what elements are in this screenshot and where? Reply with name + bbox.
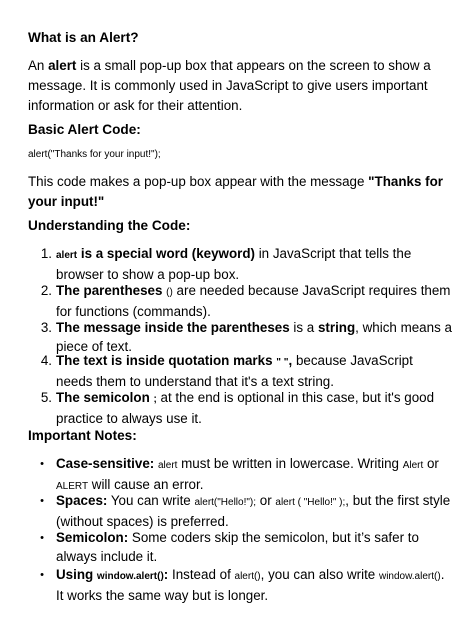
list-item xyxy=(40,245,452,282)
note-text: , you can also write xyxy=(260,567,379,582)
bullet-icon: • xyxy=(40,458,44,470)
inline-code: ALERT xyxy=(56,480,89,492)
list-number: 3. xyxy=(40,320,52,335)
step-text: because JavaScript needs them to understand that it's a text string. xyxy=(56,353,413,389)
bullet-icon: • xyxy=(40,532,44,544)
note-text: or xyxy=(256,493,276,508)
heading-understanding-code: Understanding the Code: xyxy=(28,218,191,233)
notes-list xyxy=(40,455,452,603)
step-text: are needed because JavaScript requires them for functions (commands). xyxy=(56,283,451,319)
intro-text-2: is a small pop-up box that appears on the screen to show a message. It is commonly used in JavaScript to give users important information or ask for their attention. xyxy=(28,58,431,113)
list-number: 1. xyxy=(40,246,52,261)
inline-code: alert xyxy=(56,250,78,261)
inline-code: window.alert() xyxy=(96,571,164,582)
list-number: 4. xyxy=(40,353,52,368)
list-item xyxy=(40,529,452,566)
inline-code: window.alert() xyxy=(378,571,441,582)
step-bold-string: string xyxy=(317,320,356,335)
step-bold: The semicolon xyxy=(56,390,154,405)
code-explanation xyxy=(28,172,458,212)
inline-code: alert xyxy=(157,460,178,471)
intro-bold-alert: alert xyxy=(48,58,77,73)
explain-bold-message: "Thanks for your input!" xyxy=(28,174,443,209)
bullet-icon: • xyxy=(40,569,44,581)
list-item xyxy=(40,352,452,389)
step-text: at the end is optional in this case, but it's good practice to always use it. xyxy=(56,390,435,426)
inline-code: ; xyxy=(153,394,157,405)
note-bold: Case-sensitive: xyxy=(56,456,155,471)
note-text: You can write xyxy=(107,493,195,508)
step-bold: The message inside the parentheses xyxy=(56,320,290,335)
inline-code: Alert xyxy=(402,460,424,471)
note-text: Some coders skip the semicolon, but it’s safer to always include it. xyxy=(56,530,419,564)
steps-list xyxy=(40,245,452,426)
bullet-icon: • xyxy=(40,495,44,507)
step-text: , which means a piece of text. xyxy=(56,320,452,354)
inline-code: alert() xyxy=(234,571,261,582)
note-bold: Using xyxy=(56,567,97,582)
heading-basic-alert-code: Basic Alert Code: xyxy=(28,122,141,137)
intro-text-1: An xyxy=(28,58,49,73)
explain-text: This code makes a pop-up box appear with the message xyxy=(28,174,369,189)
heading-important-notes: Important Notes: xyxy=(28,428,137,443)
list-item xyxy=(40,389,452,426)
inline-code: () xyxy=(166,287,173,298)
heading-what-is-alert: What is an Alert? xyxy=(28,30,139,45)
note-text: . It works the same way but is longer. xyxy=(56,567,445,603)
list-number: 2. xyxy=(40,283,52,298)
step-text: is a xyxy=(289,320,318,335)
note-text: or xyxy=(423,456,439,471)
step-bold: is a special word (keyword) xyxy=(77,246,255,261)
list-item xyxy=(40,319,452,354)
step-bold: , xyxy=(288,353,293,368)
note-text: , but the first style (without spaces) is preferred. xyxy=(56,493,451,529)
list-item xyxy=(40,455,452,492)
note-bold: Semicolon: xyxy=(56,530,129,545)
inline-code: alert("Hello!"); xyxy=(194,497,257,508)
list-number: 5. xyxy=(40,390,52,405)
step-bold: The text is inside quotation marks xyxy=(56,353,277,368)
code-example: alert("Thanks for your input!"); xyxy=(28,149,161,160)
list-item xyxy=(40,282,452,319)
list-item xyxy=(40,492,452,529)
inline-code: alert ( "Hello!" ); xyxy=(275,497,346,508)
note-bold: Spaces: xyxy=(56,493,108,508)
note-text: must be written in lowercase. Writing xyxy=(177,456,403,471)
note-text: Instead of xyxy=(168,567,235,582)
intro-paragraph xyxy=(28,56,448,116)
inline-code: " " xyxy=(276,357,289,368)
note-text: will cause an error. xyxy=(88,476,204,492)
note-bold: : xyxy=(163,567,169,582)
step-text: in JavaScript that tells the browser to show a pop-up box. xyxy=(56,246,412,282)
list-item xyxy=(40,566,452,603)
step-bold: The parentheses xyxy=(56,283,167,298)
